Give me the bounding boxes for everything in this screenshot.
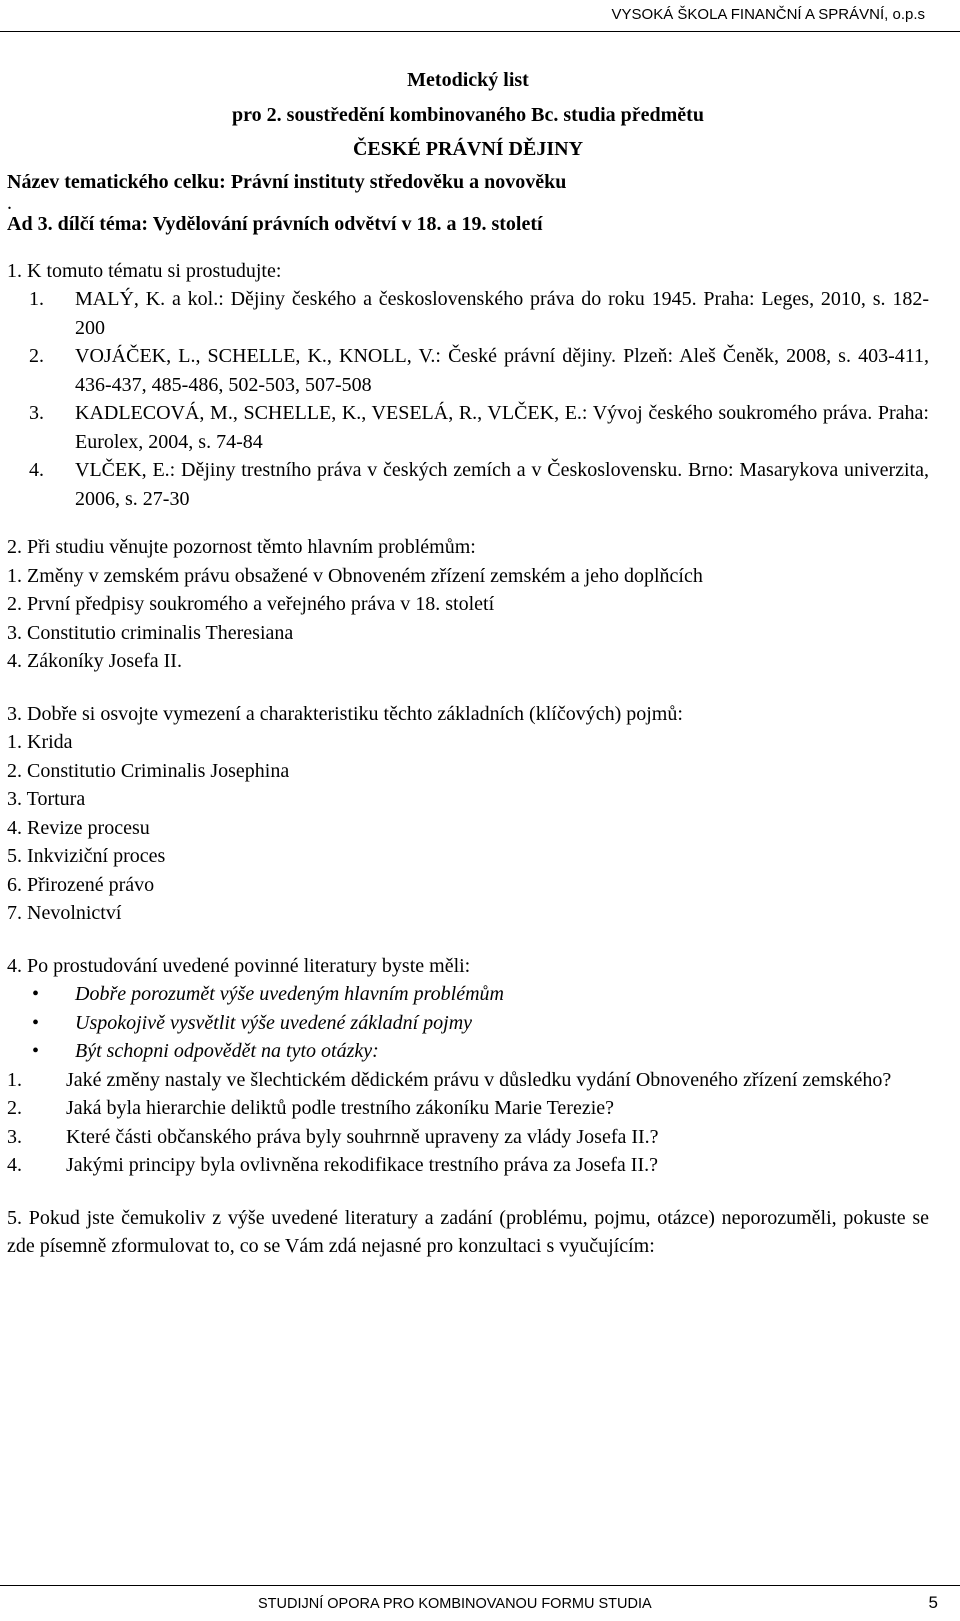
question-item [7, 1123, 929, 1152]
section-literature [7, 257, 929, 514]
term-item: 5. Inkviziční proces [7, 845, 166, 867]
document-body [7, 66, 929, 1261]
goal-bullet: • Uspokojivě vysvětlit výše uvedené základní pojmy [7, 1009, 929, 1038]
literature-item [29, 456, 929, 513]
page-header: VYSOKÁ ŠKOLA FINANČNÍ A SPRÁVNÍ, o.p.s [611, 6, 925, 23]
problem-item: 2. První předpisy soukromého a veřejného práva v 18. století [7, 593, 495, 615]
header-rule [0, 31, 960, 32]
literature-item-num: 1. [29, 288, 44, 310]
question-num: 4. [7, 1154, 22, 1176]
literature-item-num: 3. [29, 402, 44, 424]
term-item: 6. Přirozené právo [7, 873, 155, 896]
literature-item-text: VLČEK, E.: Dějiny trestního práva v českých zemích a v Československu. Brno: Masarykova univerzita, 2006, s. 27-30 [75, 459, 929, 510]
goal-bullet: • Dobře porozumět výše uvedeným hlavním problémům [7, 980, 929, 1009]
footer-rule [0, 1585, 960, 1586]
literature-item-num: 2. [29, 345, 44, 367]
question-text: Jakými principy byla ovlivněna rekodifikace trestního práva za Josefa II.? [66, 1154, 659, 1176]
term-item: 3. Tortura [7, 788, 86, 810]
doc-title [7, 66, 929, 164]
literature-item-text: MALÝ, K. a kol.: Dějiny českého a československého práva do roku 1945. Praha: Leges, 2010, s. 182-200 [75, 288, 929, 339]
question-text: Jaké změny nastaly ve šlechtickém dědickém právu v důsledku vydání Obnoveného zřízení zemského? [66, 1068, 892, 1091]
section-terms [7, 700, 929, 928]
section-problems-heading: 2. Při studiu věnujte pozornost těmto hlavním problémům: [7, 536, 476, 558]
term-item: 4. Revize procesu [7, 816, 150, 839]
topic-title: Název tematického celku: Právní instituty středověku a novověku [7, 170, 567, 193]
literature-list [7, 285, 929, 513]
doc-title-line1: Metodický list [407, 69, 529, 91]
section-terms-heading: 3. Dobře si osvojte vymezení a charakteristiku těchto základních (klíčových) pojmů: [7, 702, 683, 725]
question-item [7, 1151, 929, 1180]
doc-title-line3: ČESKÉ PRÁVNÍ DĚJINY [352, 138, 584, 160]
literature-item-text: VOJÁČEK, L., SCHELLE, K., KNOLL, V.: České právní dějiny. Plzeň: Aleš Čeněk, 2008, s. 403-411, 436-437, 485-486, 502-503, 507-508 [75, 345, 929, 396]
section-questions-note: 5. Pokud jste čemukoliv z výše uvedené literatury a zadání (problému, pojmu, otázce) neporozuměli, pokuste se zde písemně zformulovat to, co se Vám zdá nejasné pro konzultaci s vyučujícím: [7, 1206, 929, 1257]
page-number: 5 [928, 1593, 938, 1612]
dot-mark: . [7, 192, 12, 214]
section-goals-heading: 4. Po prostudování uvedené povinné literatury byste měli: [7, 954, 471, 977]
problem-item: 3. Constitutio criminalis Theresiana [7, 621, 294, 644]
section-goals [7, 952, 929, 1180]
problem-item: 4. Zákoníky Josefa II. [7, 650, 182, 672]
subtopic-title: Ad 3. dílčí téma: Vydělování právních odvětví v 18. a 19. století [7, 213, 543, 235]
question-item [7, 1094, 929, 1123]
question-num: 3. [7, 1125, 22, 1148]
literature-item [29, 399, 929, 456]
term-item: 2. Constitutio Criminalis Josephina [7, 759, 290, 782]
doc-title-line2: pro 2. soustředění kombinovaného Bc. studia předmětu [232, 103, 704, 126]
term-item: 7. Nevolnictví [7, 902, 122, 924]
literature-item-num: 4. [29, 459, 44, 481]
term-item: 1. Krida [7, 731, 73, 753]
problem-item: 1. Změny v zemském právu obsažené v Obnoveném zřízení zemském a jeho doplňcích [7, 564, 703, 587]
question-num: 1. [7, 1068, 22, 1091]
literature-item [29, 342, 929, 399]
question-text: Které části občanského práva byly souhrnně upraveny za vlády Josefa II.? [66, 1125, 659, 1148]
goal-bullet: • Být schopni odpovědět na tyto otázky: [7, 1037, 929, 1066]
footer-text: STUDIJNÍ OPORA PRO KOMBINOVANOU FORMU STUDIA [258, 1596, 652, 1612]
literature-item-text: KADLECOVÁ, M., SCHELLE, K., VESELÁ, R., VLČEK, E.: Vývoj českého soukromého práva. Praha: Eurolex, 2004, s. 74-84 [75, 402, 929, 453]
section-problems [7, 533, 929, 676]
question-num: 2. [7, 1097, 22, 1119]
section-literature-heading: 1. K tomuto tématu si prostudujte: [7, 259, 282, 282]
literature-item [29, 285, 929, 342]
question-text: Jaká byla hierarchie deliktů podle trestního zákoníku Marie Terezie? [66, 1097, 615, 1119]
question-item [7, 1066, 929, 1095]
